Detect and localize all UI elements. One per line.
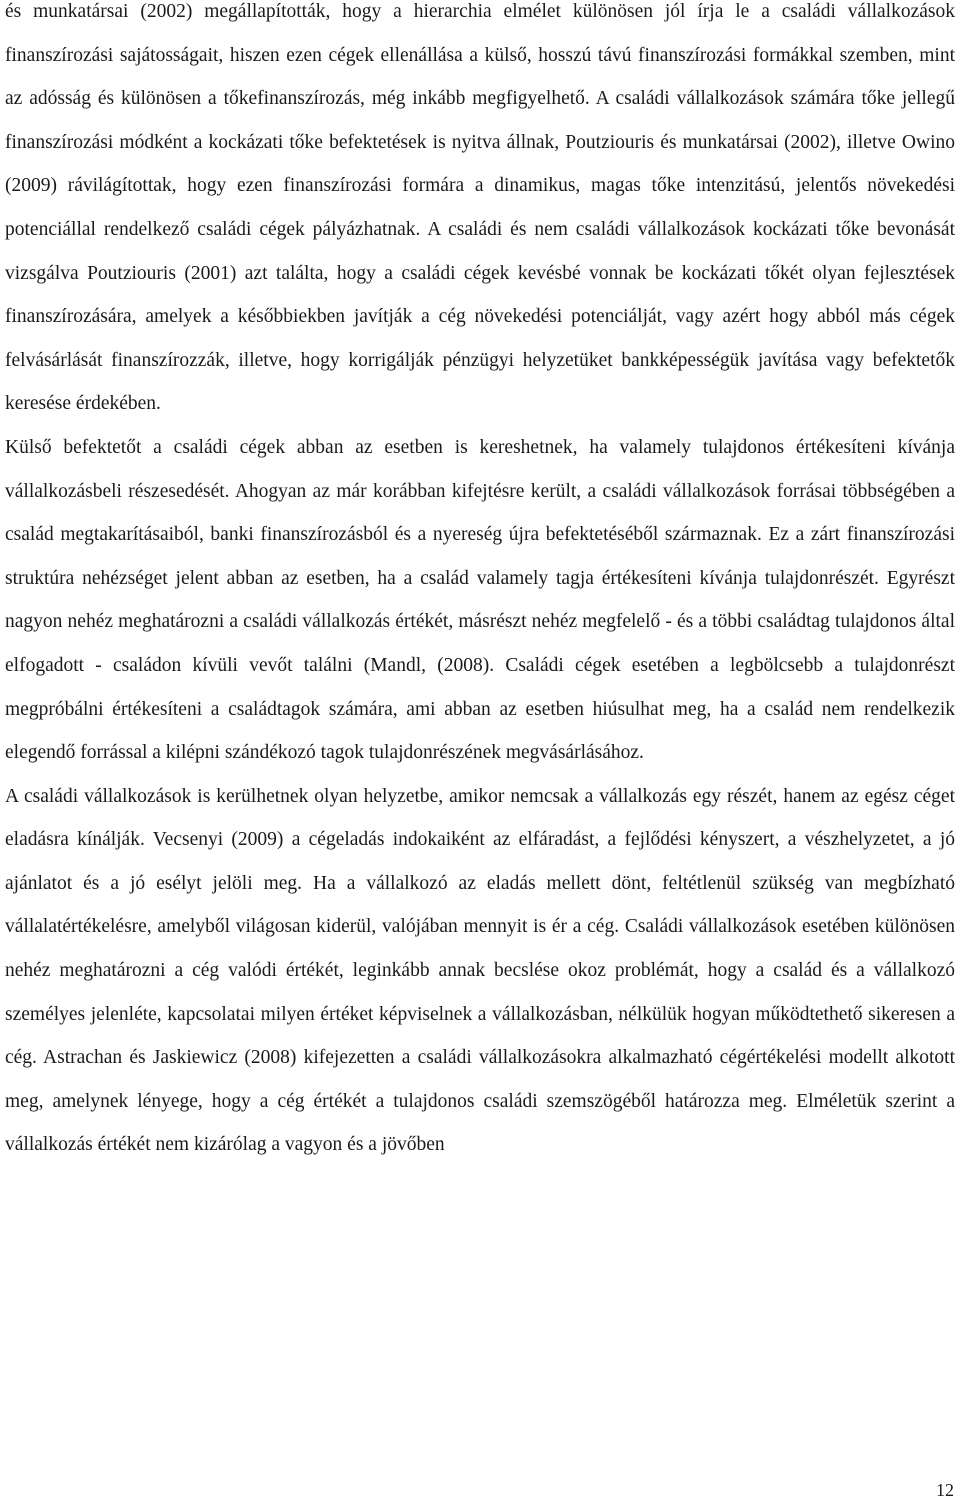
body-text (5, 0, 955, 1167)
paragraph-1: és munkatársai (2002) megállapították, hogy a hierarchia elmélet különösen jól írja le a családi vállalkozások finanszírozási sajátosságait, hiszen ezen cégek ellenállása a külső, hosszú távú finanszírozási formákkal szemben, mint az adósság és különösen a tőkefinanszírozás, még inkább megfigyelhető. A családi vállalkozások számára tőke jellegű finanszírozási módként a kockázati tőke befektetések is nyitva állnak, Poutziouris és munkatársai (2002), illetve Owino (2009) rávilágítottak, hogy ezen finanszírozási formára a dinamikus, magas tőke intenzitású, jelentős növekedési potenciállal rendelkező családi cégek pályázhatnak. A családi és nem családi vállalkozások kockázati tőke bevonását vizsgálva Poutziouris (2001) azt találta, hogy a családi cégek kevésbé vonnak be kockázati tőkét olyan fejlesztések finanszírozására, amelyek a későbbiekben javítják a cég növekedési potenciálját, vagy azért hogy abból más cégek felvásárlását finanszírozzák, illetve, hogy korrigálják pénzügyi helyzetüket bankképességük javítása vagy befektetők keresése érdekében. (5, 1, 955, 415)
paragraph-2: Külső befektetőt a családi cégek abban az esetben is kereshetnek, ha valamely tulajdonos értékesíteni kívánja vállalkozásbeli részesedését. Ahogyan az már korábban kifejtésre került, a családi vállalkozások forrásai többségében a család megtakarításaiból, banki finanszírozásból és a nyereség újra befektetéséből származnak. Ez a zárt finanszírozási struktúra nehézséget jelent abban az esetben, ha a család valamely tagja értékesíteni kívánja tulajdonrészét. Egyrészt nagyon nehéz meghatározni a családi vállalkozás értékét, másrészt nehéz megfelelő - és a többi családtag tulajdonos által elfogadott - családon kívüli vevőt találni (Mandl, (2008). Családi cégek esetében a legbölcsebb a tulajdonrészt megpróbálni értékesíteni a családtagok számára, ami abban az esetben hiúsulhat meg, ha a család nem rendelkezik elegendő forrással a kilépni szándékozó tagok tulajdonrészének megvásárlásához. (5, 436, 955, 764)
paragraph-3: A családi vállalkozások is kerülhetnek olyan helyzetbe, amikor nemcsak a vállalkozás egy részét, hanem az egész céget eladásra kínálják. Vecsenyi (2009) a cégeladás indokaiként az elfáradást, a fejlődési kényszert, a vészhelyzetet, a jó ajánlatot és a jó esélyt jelöli meg. Ha a vállalkozó az eladás mellett dönt, feltétlenül szükség van megbízható vállalatértékelésre, amelyből világosan kiderül, valójában mennyit is ér a cég. Családi vállalkozások esetében különösen nehéz meghatározni a cég valódi értékét, leginkább annak becslése okoz problémát, hogy a család és a vállalkozó személyes jelenléte, kapcsolatai milyen értéket képviselnek a vállalkozásban, nélkülük hogyan működtethető sikeresen a cég. Astrachan és Jaskiewicz (2008) kifejezetten a családi vállalkozásokra alkalmazható cégértékelési modellt alkotott meg, amelynek lényege, hogy a cég értékét a tulajdonos családi szemszögéből határozza meg. Elméletük szerint a vállalkozás értékét nem kizárólag a vagyon és a jövőben (5, 785, 955, 1156)
page-number: 12 (936, 1480, 954, 1500)
